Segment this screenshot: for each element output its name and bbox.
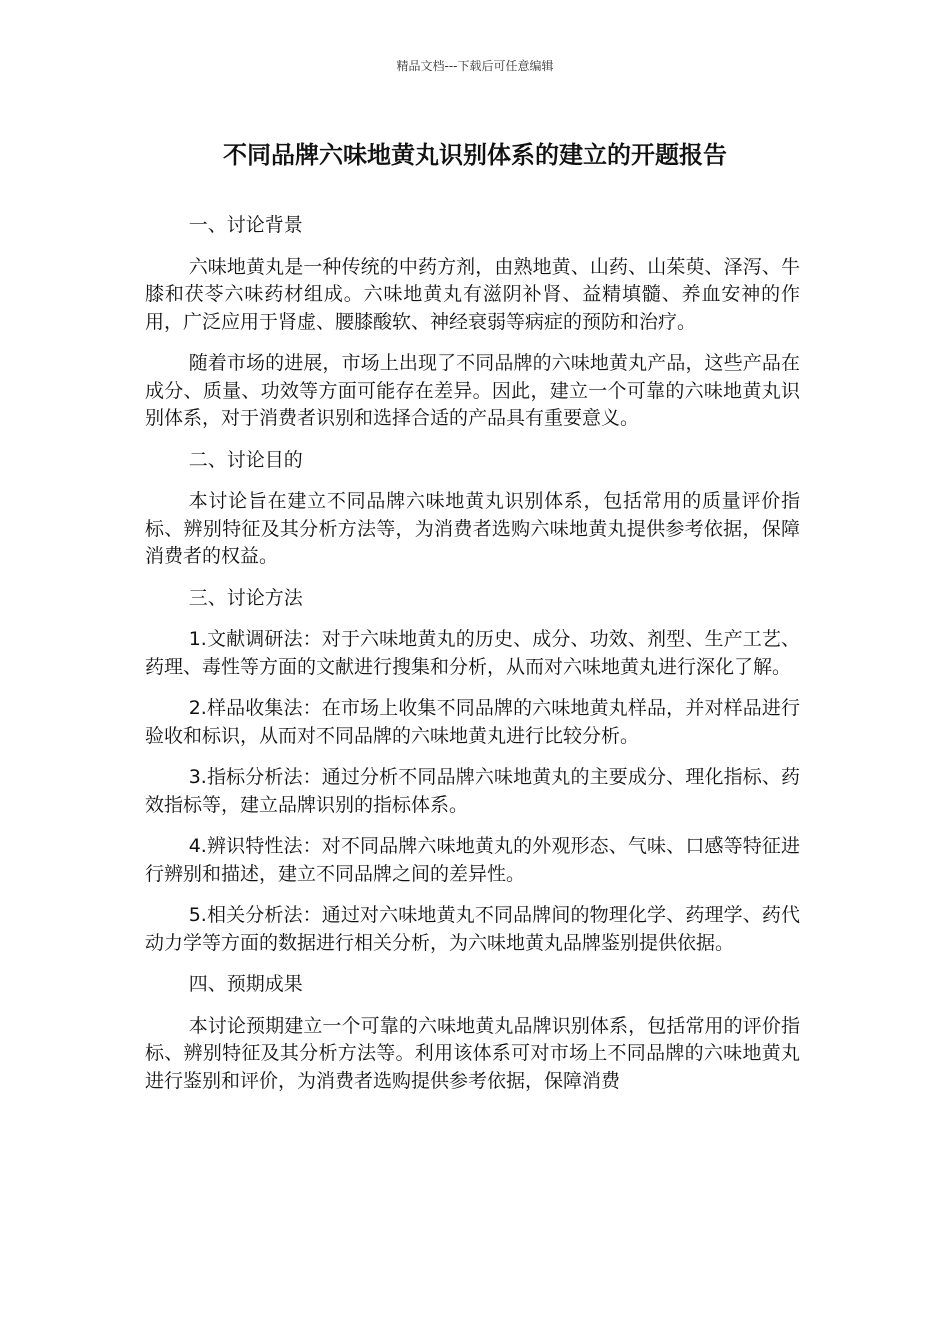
document-body (145, 212, 800, 1109)
section-heading-purpose: 二、讨论目的 (188, 448, 303, 471)
method-item-sample-collection: 2.样品收集法：在市场上收集不同品牌的六味地黄丸样品，并对样品进行验收和标识，从而对不同品牌的六味地黄丸进行比较分析。 (145, 697, 800, 747)
paragraph: 六味地黄丸是一种传统的中药方剂，由熟地黄、山药、山茱萸、泽泻、牛膝和茯苓六味药材组成。六味地黄丸有滋阴补肾、益精填髓、养血安神的作用，广泛应用于肾虚、腰膝酸软、神经衰弱等病症的预防和治疗。 (145, 255, 800, 333)
paragraph: 本讨论预期建立一个可靠的六味地黄丸品牌识别体系，包括常用的评价指标、辨别特征及其分析方法等。利用该体系可对市场上不同品牌的六味地黄丸进行鉴别和评价，为消费者选购提供参考依据，保障消费 (145, 1014, 800, 1092)
page-header: 精品文档---下载后可任意编辑 (396, 59, 554, 73)
method-item-correlation-analysis: 5.相关分析法：通过对六味地黄丸不同品牌间的物理化学、药理学、药代动力学等方面的数据进行相关分析，为六味地黄丸品牌鉴别提供依据。 (145, 904, 800, 954)
method-item-characteristic-identification: 4.辨识特性法：对不同品牌六味地黄丸的外观形态、气味、口感等特征进行辨别和描述，建立不同品牌之间的差异性。 (145, 835, 800, 885)
section-heading-expected-results: 四、预期成果 (188, 973, 303, 995)
method-item-literature-review: 1.文献调研法：对于六味地黄丸的历史、成分、功效、剂型、生产工艺、药理、毒性等方面的文献进行搜集和分析，从而对六味地黄丸进行深化了解。 (145, 628, 800, 678)
section-heading-background: 一、讨论背景 (188, 214, 303, 236)
paragraph: 本讨论旨在建立不同品牌六味地黄丸识别体系，包括常用的质量评价指标、辨别特征及其分析方法等，为消费者选购六味地黄丸提供参考依据，保障消费者的权益。 (145, 490, 800, 567)
method-item-indicator-analysis: 3.指标分析法：通过分析不同品牌六味地黄丸的主要成分、理化指标、药效指标等，建立品牌识别的指标体系。 (145, 766, 800, 816)
section-heading-methods: 三、讨论方法 (188, 586, 303, 609)
paragraph: 随着市场的进展，市场上出现了不同品牌的六味地黄丸产品，这些产品在成分、质量、功效等方面可能存在差异。因此，建立一个可靠的六味地黄丸识别体系，对于消费者识别和选择合适的产品具有重要意义。 (145, 352, 800, 429)
document-title: 不同品牌六味地黄丸识别体系的建立的开题报告 (223, 141, 727, 169)
